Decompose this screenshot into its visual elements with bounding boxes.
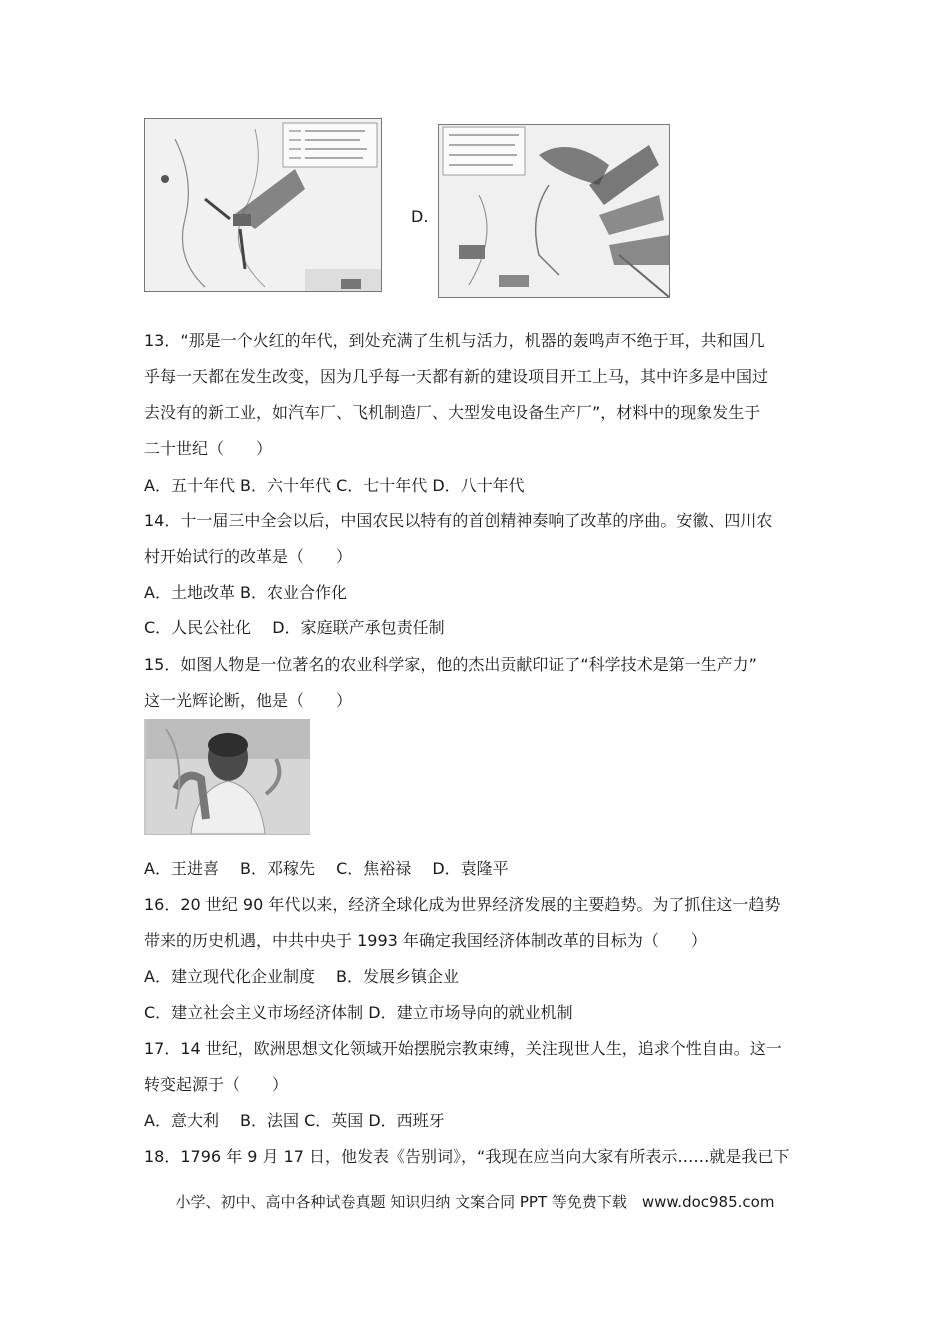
map-image-left bbox=[144, 118, 382, 292]
q14-options-2: C．人民公社化 D．家庭联产承包责任制 bbox=[144, 618, 445, 637]
q15-options: A．王进喜 B．邓稼先 C．焦裕禄 D．袁隆平 bbox=[144, 859, 509, 878]
scientist-photo bbox=[144, 719, 310, 835]
q13-line-4: 二十世纪（ ） bbox=[144, 439, 273, 458]
q18-line-1: 18．1796 年 9 月 17 日，他发表《告别词》，“我现在应当向大家有所表示……就是我已下 bbox=[144, 1147, 790, 1166]
q13-line-1: 13．“那是一个火红的年代，到处充满了生机与活力，机器的轰鸣声不绝于耳，共和国几 bbox=[144, 331, 765, 350]
option-d-label: D. bbox=[411, 207, 429, 226]
q14-line-2: 村开始试行的改革是（ ） bbox=[144, 547, 353, 566]
q16-line-1: 16．20 世纪 90 年代以来，经济全球化成为世界经济发展的主要趋势。为了抓住这一趋势 bbox=[144, 895, 781, 914]
q16-options-1: A．建立现代化企业制度 B．发展乡镇企业 bbox=[144, 967, 460, 986]
q15-line-1: 15．如图人物是一位著名的农业科学家，他的杰出贡献印证了“科学技术是第一生产力” bbox=[144, 655, 757, 674]
q13-line-2: 乎每一天都在发生改变，因为几乎每一天都有新的建设项目开工上马，其中许多是中国过 bbox=[144, 367, 769, 386]
q13-line-3: 去没有的新工业，如汽车厂、飞机制造厂、大型发电设备生产厂”，材料中的现象发生于 bbox=[144, 403, 761, 422]
q16-options-2: C．建立社会主义市场经济体制 D．建立市场导向的就业机制 bbox=[144, 1003, 573, 1022]
q17-line-1: 17．14 世纪，欧洲思想文化领域开始摆脱宗教束缚，关注现世人生，追求个性自由。这一 bbox=[144, 1039, 782, 1058]
q13-options: A．五十年代 B．六十年代 C．七十年代 D．八十年代 bbox=[144, 476, 525, 495]
page-footer: 小学、初中、高中各种试卷真题 知识归纳 文案合同 PPT 等免费下载 www.doc985.com bbox=[175, 1193, 775, 1211]
q14-line-1: 14．十一届三中全会以后，中国农民以特有的首创精神奏响了改革的序曲。安徽、四川农 bbox=[144, 511, 773, 530]
q14-options-1: A．土地改革 B．农业合作化 bbox=[144, 583, 348, 602]
map-image-right bbox=[438, 124, 670, 298]
q17-options: A．意大利 B．法国 C．英国 D．西班牙 bbox=[144, 1111, 445, 1130]
q17-line-2: 转变起源于（ ） bbox=[144, 1075, 289, 1094]
q15-line-2: 这一光辉论断，他是（ ） bbox=[144, 691, 353, 710]
q16-line-2: 带来的历史机遇，中共中央于 1993 年确定我国经济体制改革的目标为（ ） bbox=[144, 931, 707, 950]
